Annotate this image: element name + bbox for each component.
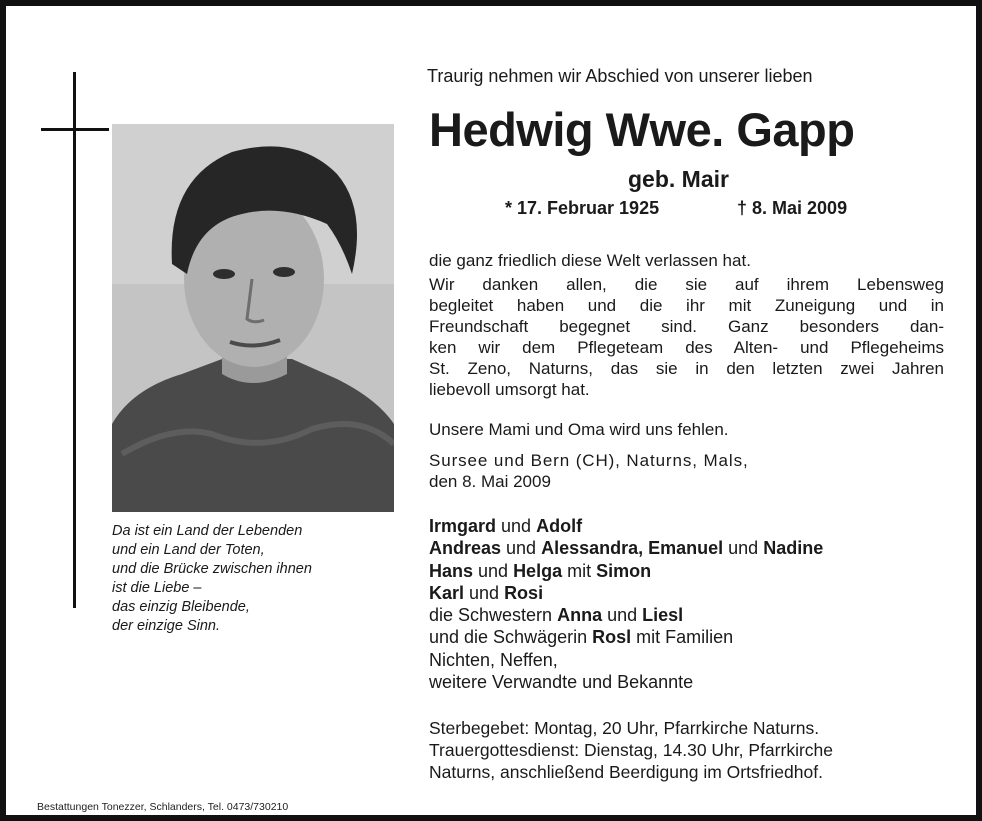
quote-line: ist die Liebe – [112, 580, 202, 596]
place-line: Sursee und Bern (CH), Naturns, Mals, [429, 451, 749, 470]
quote-line: der einzige Sinn. [112, 618, 221, 634]
quote-line: das einzig Bleibende, [112, 599, 250, 615]
family-connector: und [496, 516, 537, 536]
family-name: Irmgard [429, 516, 497, 536]
portrait-photo [112, 124, 394, 512]
family-name: Simon [596, 560, 652, 581]
family-name: Rosl [592, 627, 632, 648]
family-connector: und die Schwägerin [429, 627, 593, 648]
family-line [429, 604, 823, 626]
family-name: Andreas [429, 538, 502, 559]
family-name: Alessandra, Emanuel [541, 538, 724, 559]
thanks-paragraph [429, 274, 944, 400]
death-date: † 8. Mai 2009 [737, 198, 848, 218]
thanks-line: begleitet haben und die ihr mit Zuneigung und in [429, 296, 944, 315]
passing-text: die ganz friedlich diese Welt verlassen hat. [429, 251, 751, 270]
thanks-line: St. Zeno, Naturns, das sie in den letzten zwei Jahren [429, 359, 944, 378]
intro-line: Traurig nehmen wir Abschied von unserer lieben [427, 66, 813, 86]
quote-line: und die Brücke zwischen ihnen [112, 561, 312, 577]
family-name: Nadine [763, 538, 824, 559]
thanks-line: Wir danken allen, die sie auf ihrem Lebensweg [429, 275, 944, 294]
date-line: den 8. Mai 2009 [429, 472, 551, 491]
family-connector: und [473, 560, 514, 581]
family-connector: mit Familien [631, 627, 734, 648]
family-connector: mit [562, 560, 597, 581]
miss-line [429, 419, 944, 440]
family-connector: und [464, 582, 505, 603]
service-line: Trauergottesdienst: Dienstag, 14.30 Uhr, Pfarrkirche [429, 740, 833, 760]
family-line [429, 537, 823, 559]
service-line: Naturns, anschließend Beerdigung im Ortsfriedhof. [429, 762, 823, 782]
memorial-quote [112, 522, 402, 636]
family-line [429, 582, 823, 604]
service-info [429, 717, 944, 783]
place-date [429, 450, 944, 492]
cross-icon [73, 72, 76, 608]
family-connector: Nichten, Neffen, [429, 649, 558, 670]
family-connector: und [602, 605, 643, 626]
family-line [429, 515, 823, 537]
service-line: Sterbegebet: Montag, 20 Uhr, Pfarrkirche Naturns. [429, 718, 820, 738]
birth-date: * 17. Februar 1925 [505, 198, 660, 218]
quote-line: Da ist ein Land der Lebenden [112, 523, 303, 539]
family-name: Hans [429, 560, 474, 581]
family-list [429, 515, 823, 693]
deceased-name: Hedwig Wwe. Gapp [429, 103, 855, 156]
family-name: Liesl [642, 605, 684, 626]
family-name: Adolf [536, 516, 583, 536]
family-connector: die Schwestern [429, 605, 558, 626]
thanks-line: liebevoll umsorgt hat. [429, 380, 590, 399]
family-line [429, 649, 823, 671]
family-name: Anna [557, 605, 603, 626]
family-line [429, 671, 823, 693]
maiden-name: geb. Mair [628, 166, 729, 192]
family-name: Karl [429, 582, 465, 603]
thanks-line: ken wir dem Pflegeteam des Alten- und Pflegeheims [429, 338, 944, 357]
quote-line: und ein Land der Toten, [112, 542, 265, 558]
family-line [429, 560, 823, 582]
thanks-line: Freundschaft begegnet sind. Ganz besonders dan- [429, 317, 944, 336]
funeral-home-credit: Bestattungen Tonezzer, Schlanders, Tel. 0473/730210 [37, 801, 289, 813]
miss-text: Unsere Mami und Oma wird uns fehlen. [429, 420, 729, 439]
family-connector: weitere Verwandte und Bekannte [429, 672, 694, 693]
family-name: Helga [513, 560, 563, 581]
passing-line [429, 250, 944, 271]
cross-icon-bar [41, 128, 109, 131]
family-connector: und [723, 538, 764, 559]
family-name: Rosi [504, 582, 544, 603]
family-connector: und [501, 538, 542, 559]
family-line [429, 626, 823, 648]
